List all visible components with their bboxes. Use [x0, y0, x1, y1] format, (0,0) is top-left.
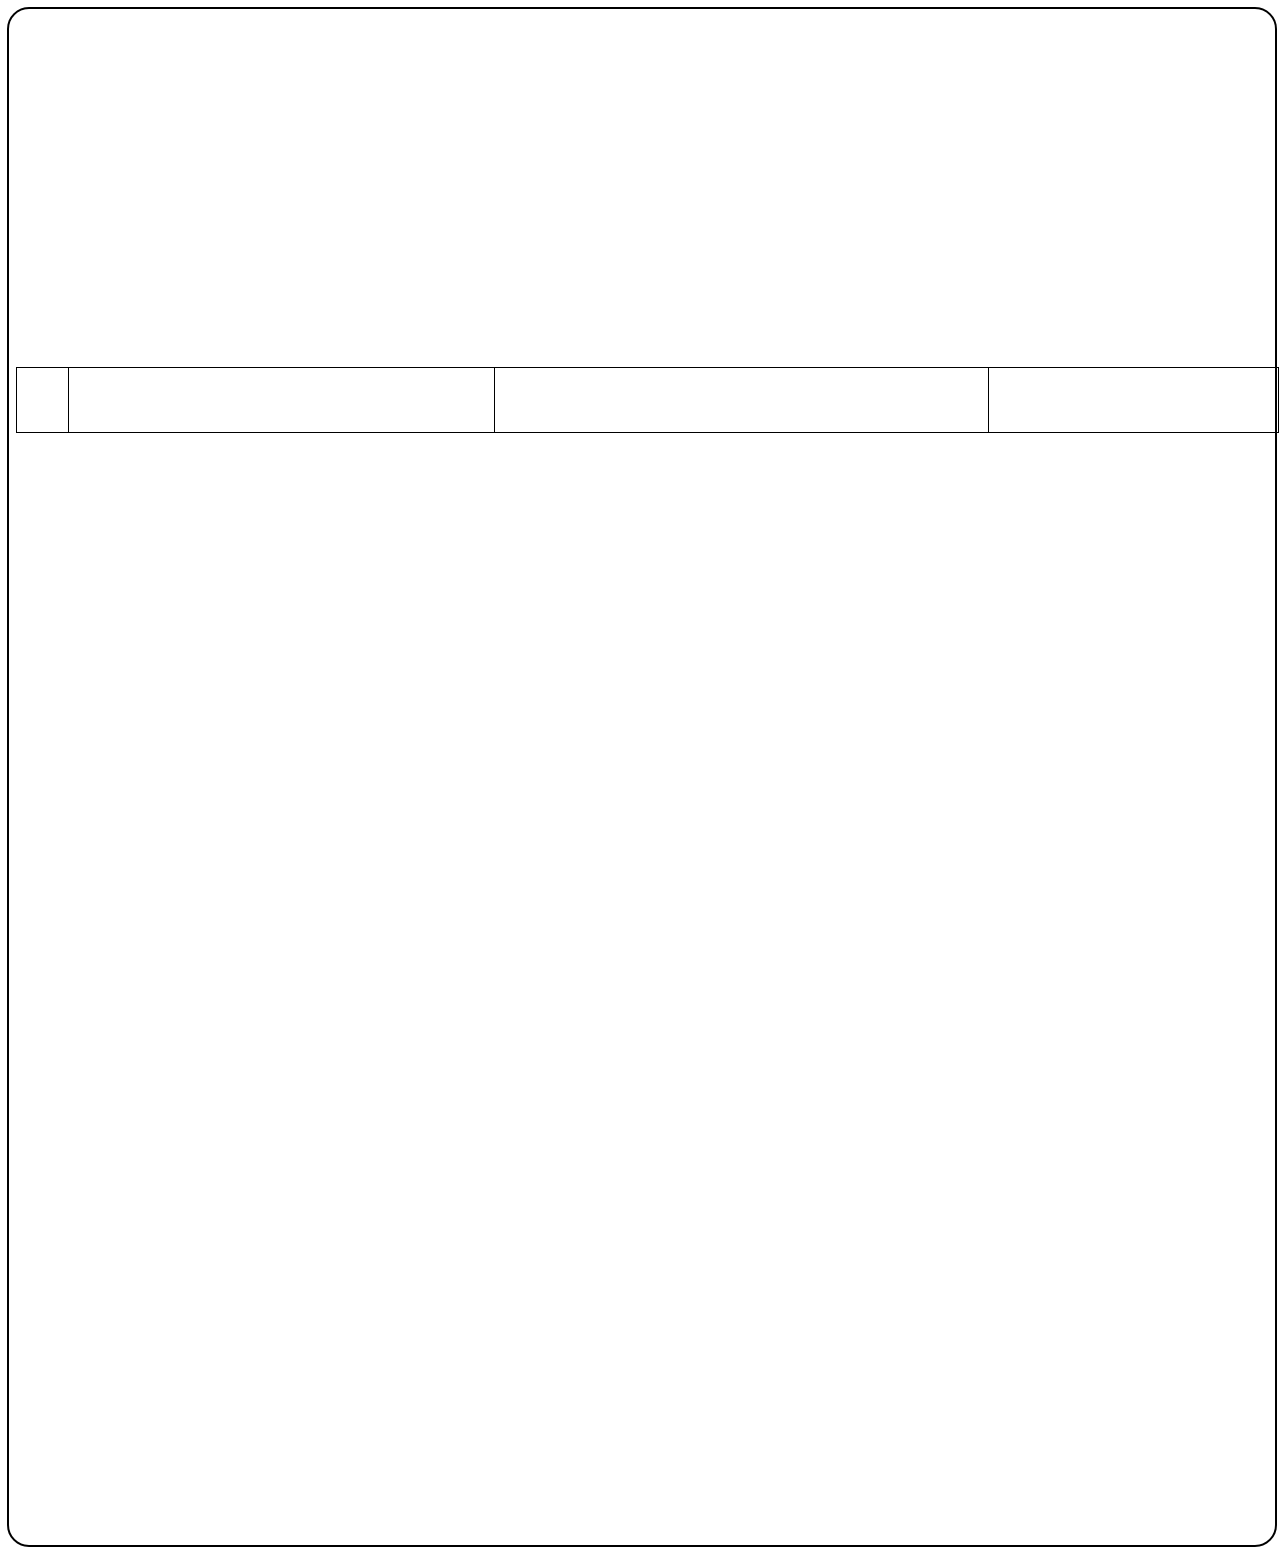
vacancy-table — [16, 367, 1279, 433]
notice-border — [7, 7, 1277, 1547]
table-header-row — [17, 368, 1279, 433]
col-header-qualification — [495, 368, 989, 433]
col-header-vacancy — [989, 368, 1279, 433]
col-header-no — [17, 368, 69, 433]
col-header-post — [69, 368, 495, 433]
